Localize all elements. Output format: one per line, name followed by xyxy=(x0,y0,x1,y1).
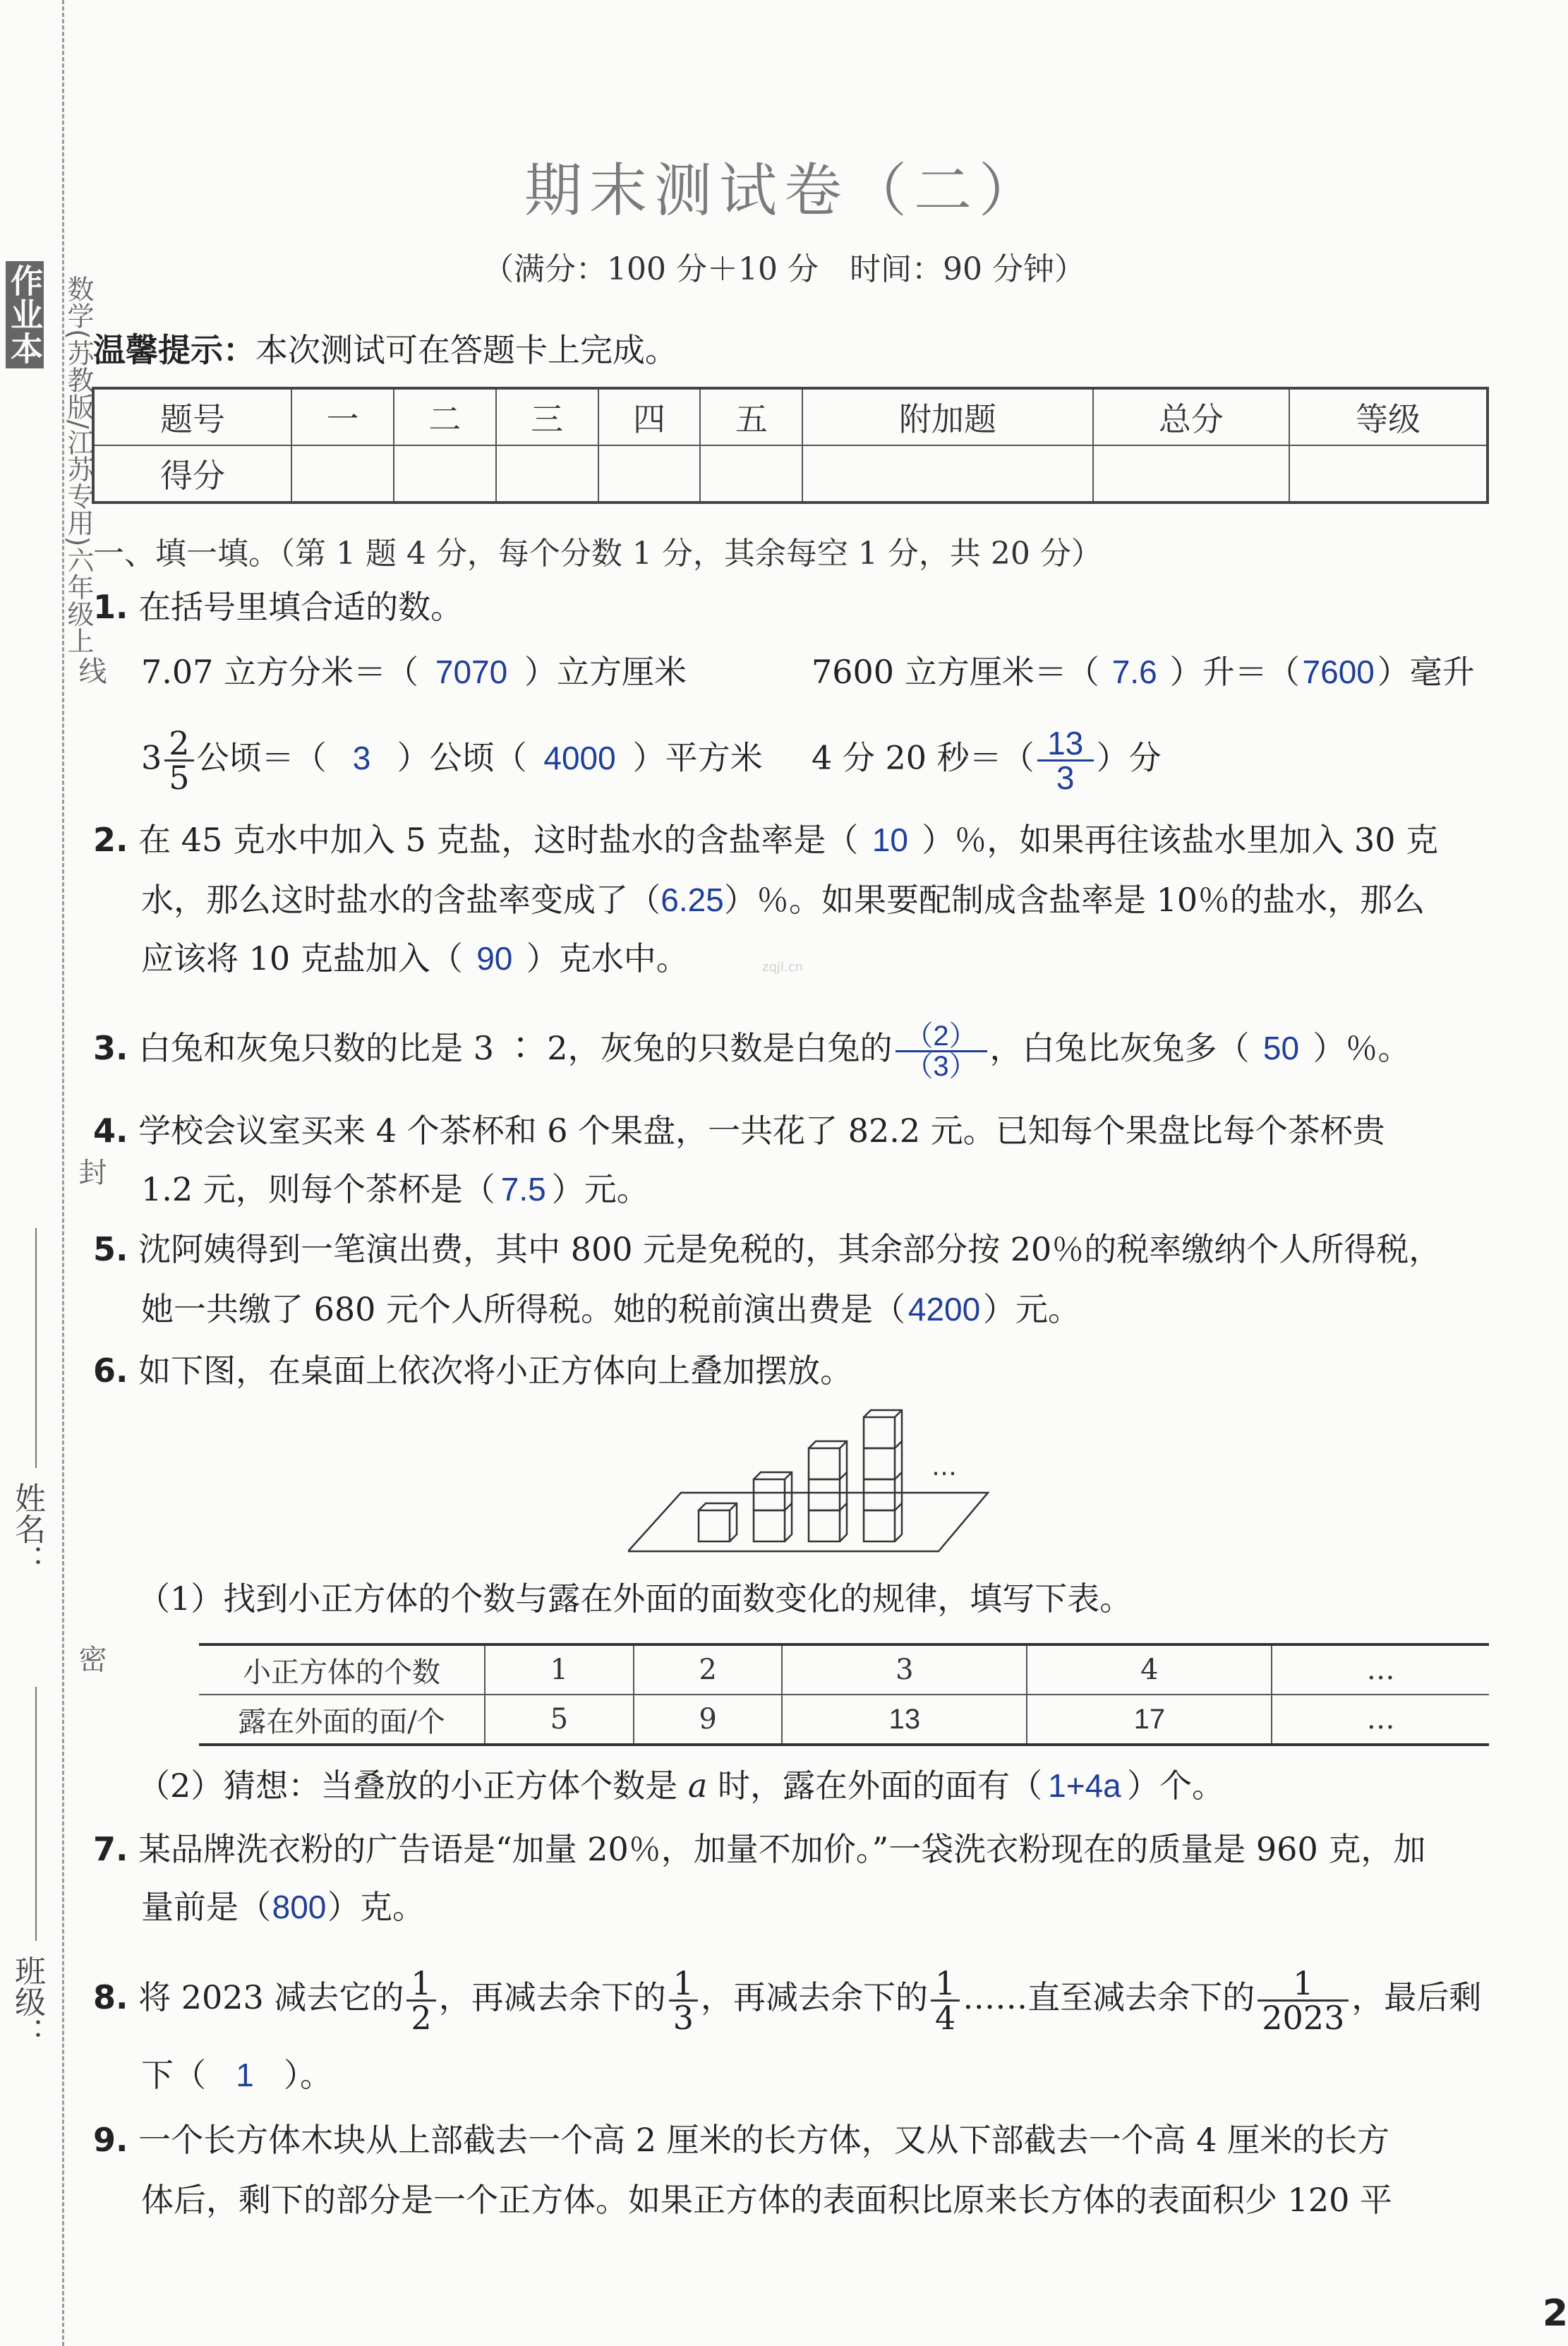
q4-l2-post: ）元。 xyxy=(551,1170,649,1208)
page-number: 2 xyxy=(1542,2292,1568,2335)
q1-stem xyxy=(93,586,463,628)
pattern-row-label: 露在外面的面/个 xyxy=(199,1695,485,1745)
q2-l1-pre: 在 45 克水中加入 5 克盐，这时盐水的含盐率是（ xyxy=(138,821,859,859)
q8-f2-num: 1 xyxy=(673,1963,694,2002)
q1-c-answer-1[interactable]: 3 xyxy=(352,739,371,776)
q3-fraction-answer[interactable] xyxy=(895,1022,987,1081)
q1-a-pre: 7.07 立方分米＝（ xyxy=(141,653,419,691)
pattern-answer-cell[interactable]: 17 xyxy=(1027,1695,1272,1745)
tip-label: 温馨提示： xyxy=(93,331,255,369)
score-cell[interactable] xyxy=(802,445,1092,503)
q8-line-1 xyxy=(93,1962,1482,2037)
score-header-cell: 一 xyxy=(291,388,394,445)
q1-a-answer[interactable]: 7070 xyxy=(435,654,508,690)
score-header-row xyxy=(93,388,1488,445)
q3-line xyxy=(93,1020,1411,1081)
q9-l1: 一个长方体木块从上部截去一个高 2 厘米的长方体，又从下部截去一个高 4 厘米的长方 xyxy=(138,2121,1390,2159)
pattern-row-faces xyxy=(199,1695,1489,1745)
score-cell[interactable] xyxy=(1093,445,1289,503)
binding-mark-feng: 封 xyxy=(74,1157,107,1186)
score-cell[interactable] xyxy=(496,445,598,503)
q1-part-a xyxy=(141,651,687,693)
q1-c-numerator: 2 xyxy=(169,724,190,762)
q1-b-pre: 7600 立方厘米＝（ xyxy=(812,653,1099,691)
q5-line-2 xyxy=(141,1288,1080,1330)
q3-pre: 白兔和灰兔只数的比是 3 ∶ 2，灰兔的只数是白兔的 xyxy=(138,1029,893,1067)
q8-f4-num: 1 xyxy=(1293,1963,1314,2002)
q8-p3: ，再减去余下的 xyxy=(700,1978,928,2016)
name-line[interactable] xyxy=(35,1228,37,1468)
pattern-answer-cell[interactable]: 13 xyxy=(782,1695,1027,1745)
q3-mid: ，白兔比灰兔多（ xyxy=(989,1029,1250,1067)
q4-number: 4. xyxy=(93,1112,128,1150)
q2-line-1 xyxy=(93,819,1438,861)
q2-l2-pre: 水，那么这时盐水的含盐率变成了（ xyxy=(141,881,661,919)
q5-answer[interactable]: 4200 xyxy=(907,1291,981,1328)
q1-text: 在括号里填合适的数。 xyxy=(138,588,464,626)
score-value-row xyxy=(93,445,1488,503)
q1-part-c xyxy=(141,724,763,797)
score-cell[interactable] xyxy=(598,445,701,503)
q8-fraction-2 xyxy=(669,1963,698,2037)
pattern-row-label: 小正方体的个数 xyxy=(199,1644,485,1695)
q6-sub2-answer[interactable]: 1+4a xyxy=(1048,1767,1121,1804)
score-row-label: 得分 xyxy=(93,445,291,503)
pattern-cell: 2 xyxy=(634,1644,783,1695)
score-header-cell: 等级 xyxy=(1289,388,1488,445)
q1-b-answer-1[interactable]: 7.6 xyxy=(1111,654,1157,690)
q8-p1: 将 2023 减去它的 xyxy=(138,1978,404,2016)
q8-f1-num: 1 xyxy=(411,1963,432,2002)
pattern-cell: … xyxy=(1272,1644,1489,1695)
q5-l2-post: ）元。 xyxy=(983,1290,1081,1328)
section-1-label: 一、填一填。 xyxy=(93,536,279,572)
q8-fraction-3 xyxy=(931,1963,960,2037)
cube-stack-figure xyxy=(628,1404,995,1567)
q7-line-1 xyxy=(93,1828,1425,1870)
q1-c-post: ）平方米 xyxy=(632,738,763,777)
q1-c-whole: 3 xyxy=(141,738,162,777)
q6-pattern-table xyxy=(199,1643,1489,1746)
q4-line-1 xyxy=(93,1109,1385,1152)
q1-b-answer-2[interactable]: 7600 xyxy=(1302,654,1375,690)
q8-fraction-4 xyxy=(1258,1963,1349,2037)
q4-l1: 学校会议室买来 4 个茶杯和 6 个果盘，一共花了 82.2 元。已知每个果盘比每个茶杯贵 xyxy=(138,1112,1385,1150)
figure-ellipsis: … xyxy=(931,1452,957,1481)
pattern-cell: 3 xyxy=(782,1644,1027,1695)
cube-stack-4 xyxy=(864,1410,902,1541)
q5-l1: 沈阿姨得到一笔演出费，其中 800 元是免税的，其余部分按 20％的税率缴纳个人所得税， xyxy=(138,1230,1442,1268)
q9-line-2: 体后，剩下的部分是一个正方体。如果正方体的表面积比原来长方体的表面积少 120 平 xyxy=(141,2181,1393,2219)
q5-l2-pre: 她一共缴了 680 元个人所得税。她的税前演出费是（ xyxy=(141,1290,906,1328)
q6-sub2 xyxy=(138,1764,1224,1807)
q8-f1-den: 2 xyxy=(406,1999,435,2034)
score-header-cell: 四 xyxy=(598,388,701,445)
q9-line-1 xyxy=(93,2119,1389,2161)
binding-mark-xian: 线 xyxy=(74,656,107,685)
q1-c-fraction xyxy=(164,724,193,797)
q8-f2-den: 3 xyxy=(669,1999,698,2034)
q6-stem xyxy=(93,1349,852,1392)
q7-number: 7. xyxy=(93,1830,128,1868)
q5-line-1 xyxy=(93,1228,1441,1270)
q4-answer[interactable]: 7.5 xyxy=(500,1171,546,1208)
q8-line-2 xyxy=(141,2054,332,2096)
q3-post: ）％。 xyxy=(1313,1029,1411,1067)
q6-sub1: （1）找到小正方体的个数与露在外面的面数变化的规律，填写下表。 xyxy=(138,1580,1133,1618)
q8-l2-pre: 下（ xyxy=(141,2056,206,2094)
section-1-heading xyxy=(93,528,1102,573)
class-line[interactable] xyxy=(35,1687,37,1941)
q1-b-mid: ）升＝（ xyxy=(1169,653,1300,691)
q2-answer-3[interactable]: 90 xyxy=(476,940,513,977)
score-cell[interactable] xyxy=(394,445,496,503)
q3-number: 3. xyxy=(93,1029,128,1067)
q6-text: 如下图，在桌面上依次将小正方体向上叠加摆放。 xyxy=(138,1352,853,1390)
q8-number: 8. xyxy=(93,1978,128,2016)
tip-line xyxy=(93,325,677,371)
q7-line-2 xyxy=(141,1886,425,1928)
q1-part-b xyxy=(812,651,1475,693)
q6-variable: a xyxy=(687,1767,708,1805)
score-cell[interactable] xyxy=(1289,445,1488,503)
q3-answer-denominator: （3） xyxy=(895,1050,987,1081)
pattern-row-cubes xyxy=(199,1644,1489,1695)
q7-l1: 某品牌洗衣粉的广告语是“加量 20％，加量不加价。”一袋洗衣粉现在的质量是 960 克，加 xyxy=(138,1830,1426,1868)
q2-l1-post: ）％，如果再往该盐水里加入 30 克 xyxy=(922,821,1439,859)
q1-c-answer-2[interactable]: 4000 xyxy=(543,739,616,776)
page-title: 期末测试卷（二） xyxy=(524,157,1044,224)
q2-answer-2[interactable]: 6.25 xyxy=(661,882,724,918)
pattern-cell: 1 xyxy=(485,1644,634,1695)
q8-p4: ……直至减去余下的 xyxy=(963,1978,1255,2016)
q1-number: 1. xyxy=(93,588,128,626)
section-1-note: （第 1 题 4 分，每个分数 1 分，其余每空 1 分，共 20 分） xyxy=(279,536,1102,572)
q2-l3-post: ）克水中。 xyxy=(526,939,689,978)
cube-stack-1 xyxy=(699,1503,737,1541)
q5-number: 5. xyxy=(93,1230,128,1268)
q8-f3-den: 4 xyxy=(931,1999,960,2034)
q4-line-2 xyxy=(141,1168,649,1210)
q3-answer-numerator: （2） xyxy=(905,1020,977,1052)
q6-number: 6. xyxy=(93,1352,128,1390)
q8-p2: ，再减去余下的 xyxy=(438,1978,666,2016)
q1-d-answer-numerator: 13 xyxy=(1047,725,1084,762)
pattern-cell: … xyxy=(1272,1695,1489,1745)
sidebar-brand: 作业本 xyxy=(7,261,42,368)
score-header-cell: 题号 xyxy=(93,388,291,445)
score-header-cell: 总分 xyxy=(1093,388,1289,445)
score-cell[interactable] xyxy=(291,445,394,503)
q6-sub2-post: ）个。 xyxy=(1126,1767,1224,1805)
q8-f3-num: 1 xyxy=(934,1963,956,2002)
q7-answer[interactable]: 800 xyxy=(272,1889,327,1925)
cube-stack-3 xyxy=(809,1441,847,1541)
q8-p5: ，最后剩 xyxy=(1351,1978,1482,2016)
q2-number: 2. xyxy=(93,821,128,859)
q1-c-mid1: 公顷＝（ xyxy=(196,738,327,777)
q3-num-value: 2 xyxy=(933,1020,949,1052)
q9-number: 9. xyxy=(93,2121,128,2159)
score-cell[interactable] xyxy=(700,445,802,503)
score-header-cell: 五 xyxy=(700,388,802,445)
q8-l2-post: ）。 xyxy=(284,2056,332,2094)
q1-d-post: ）分 xyxy=(1096,738,1162,777)
q2-l2-post: ）％。如果要配制成含盐率是 10％的盐水，那么 xyxy=(724,881,1425,919)
q6-sub2-pre: （2）猜想：当叠放的小正方体个数是 xyxy=(138,1767,678,1805)
pattern-cell: 4 xyxy=(1027,1644,1272,1695)
q2-line-2 xyxy=(141,879,1425,921)
sidebar-subject: 数学(苏教版/江苏专用)六年级上 xyxy=(63,275,94,654)
score-header-cell: 三 xyxy=(496,388,598,445)
q2-answer-1[interactable]: 10 xyxy=(872,822,908,858)
q8-fraction-1 xyxy=(406,1963,435,2037)
q7-l2-pre: 量前是（ xyxy=(141,1888,271,1926)
q8-f4-den: 2023 xyxy=(1258,1999,1349,2034)
page-subtitle: （满分：100 分＋10 分 时间：90 分钟） xyxy=(483,251,1085,287)
q3-answer-2[interactable]: 50 xyxy=(1262,1030,1300,1066)
q1-a-post: ）立方厘米 xyxy=(524,653,687,691)
q8-answer[interactable]: 1 xyxy=(236,2057,254,2093)
binding-mark-mi: 密 xyxy=(74,1644,107,1673)
q3-den-value: 3 xyxy=(933,1050,949,1082)
q1-d-answer[interactable] xyxy=(1037,727,1094,794)
pattern-cell: 5 xyxy=(485,1695,634,1745)
q1-b-post: ）毫升 xyxy=(1377,653,1475,691)
q7-l2-post: ）克。 xyxy=(327,1888,425,1926)
watermark-small: zqjl.cn xyxy=(762,960,803,975)
q1-part-d xyxy=(812,727,1162,794)
score-table xyxy=(92,387,1489,504)
tip-text: 本次测试可在答题卡上完成。 xyxy=(255,331,677,369)
q1-c-denominator: 5 xyxy=(164,759,193,794)
q1-c-mid2: ）公顷（ xyxy=(397,738,527,777)
q4-l2-pre: 1.2 元，则每个茶杯是（ xyxy=(141,1170,495,1208)
score-header-cell: 二 xyxy=(394,388,496,445)
pattern-cell: 9 xyxy=(634,1695,783,1745)
q6-sub2-mid: 时，露在外面的面有（ xyxy=(717,1767,1042,1805)
score-header-cell: 附加题 xyxy=(802,388,1092,445)
name-label: 姓名： xyxy=(9,1482,45,1575)
q1-d-pre: 4 分 20 秒＝（ xyxy=(812,738,1035,777)
class-label: 班级： xyxy=(9,1955,45,2048)
q2-line-3 xyxy=(141,937,689,980)
cube-stack-2 xyxy=(754,1472,792,1541)
q1-d-answer-denominator: 3 xyxy=(1037,759,1094,794)
q2-l3-pre: 应该将 10 克盐加入（ xyxy=(141,939,463,978)
